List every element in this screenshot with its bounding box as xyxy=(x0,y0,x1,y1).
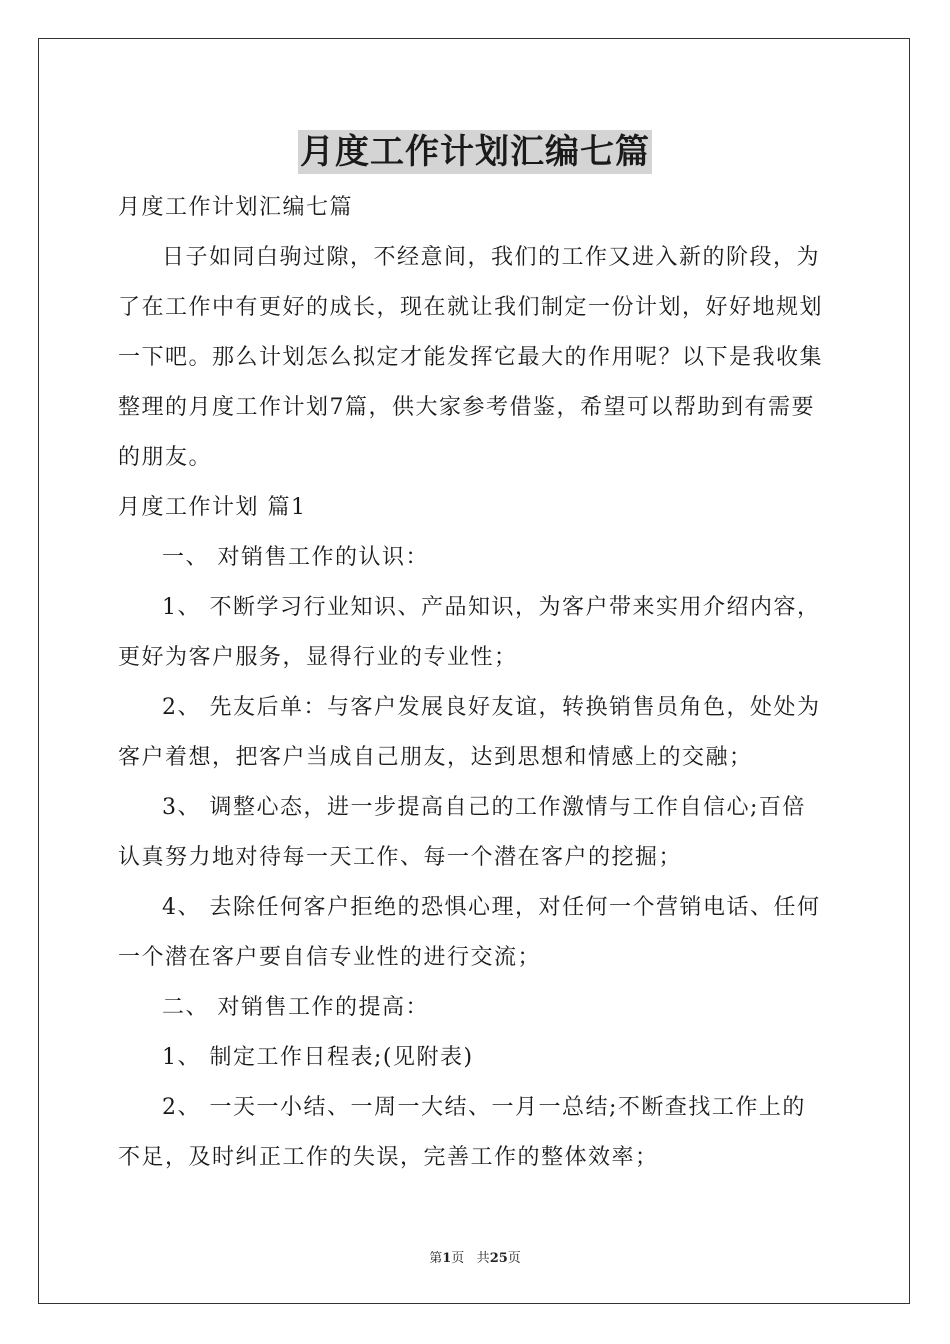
text-line: 日子如同白驹过隙，不经意间，我们的工作又进入新的阶段，为 xyxy=(162,245,821,270)
footer-page-suffix: 页 xyxy=(451,1251,465,1266)
text-line: 月度工作计划汇编七篇 xyxy=(118,195,354,220)
footer-total-suffix: 页 xyxy=(507,1251,521,1266)
document-body xyxy=(118,183,838,1183)
text-line: 月度工作计划 篇1 xyxy=(118,495,307,520)
text-line: 的朋友。 xyxy=(118,445,213,470)
text-line: 整理的月度工作计划7篇，供大家参考借鉴，希望可以帮助到有需要 xyxy=(118,395,815,420)
page-footer xyxy=(0,1247,950,1266)
text-line: 二、 对销售工作的提高： xyxy=(162,995,429,1020)
text-line: 4、 去除任何客户拒绝的恐惧心理，对任何一个营销电话、任何 xyxy=(162,895,821,920)
text-line: 一、 对销售工作的认识： xyxy=(162,545,429,570)
document-title: 月度工作计划汇编七篇 xyxy=(300,132,650,172)
text-line: 更好为客户服务，显得行业的专业性； xyxy=(118,645,518,670)
text-line: 1、 不断学习行业知识、产品知识，为客户带来实用介绍内容， xyxy=(162,595,821,620)
footer-total-pages: 25 xyxy=(489,1251,508,1266)
title-container xyxy=(0,130,950,174)
text-line: 2、 一天一小结、一周一大结、一月一总结;不断查找工作上的 xyxy=(162,1095,806,1120)
text-line: 3、 调整心态，进一步提高自己的工作激情与工作自信心;百倍 xyxy=(162,795,806,820)
text-line: 认真努力地对待每一天工作、每一个潜在客户的挖掘； xyxy=(118,845,683,870)
text-line: 2、 先友后单：与客户发展良好友谊，转换销售员角色，处处为 xyxy=(162,695,821,720)
text-line: 一个潜在客户要自信专业性的进行交流； xyxy=(118,945,542,970)
text-line: 不足，及时纠正工作的失误，完善工作的整体效率； xyxy=(118,1145,659,1170)
text-line: 客户着想，把客户当成自己朋友，达到思想和情感上的交融； xyxy=(118,745,753,770)
footer-page-number: 1 xyxy=(442,1251,452,1266)
footer-total-prefix: 共 xyxy=(476,1251,490,1266)
text-line: 1、 制定工作日程表;(见附表) xyxy=(162,1045,474,1070)
text-line: 一下吧。那么计划怎么拟定才能发挥它最大的作用呢？以下是我收集 xyxy=(118,345,824,370)
text-line: 了在工作中有更好的成长，现在就让我们制定一份计划，好好地规划 xyxy=(118,295,824,320)
footer-page-prefix: 第 xyxy=(429,1251,443,1266)
